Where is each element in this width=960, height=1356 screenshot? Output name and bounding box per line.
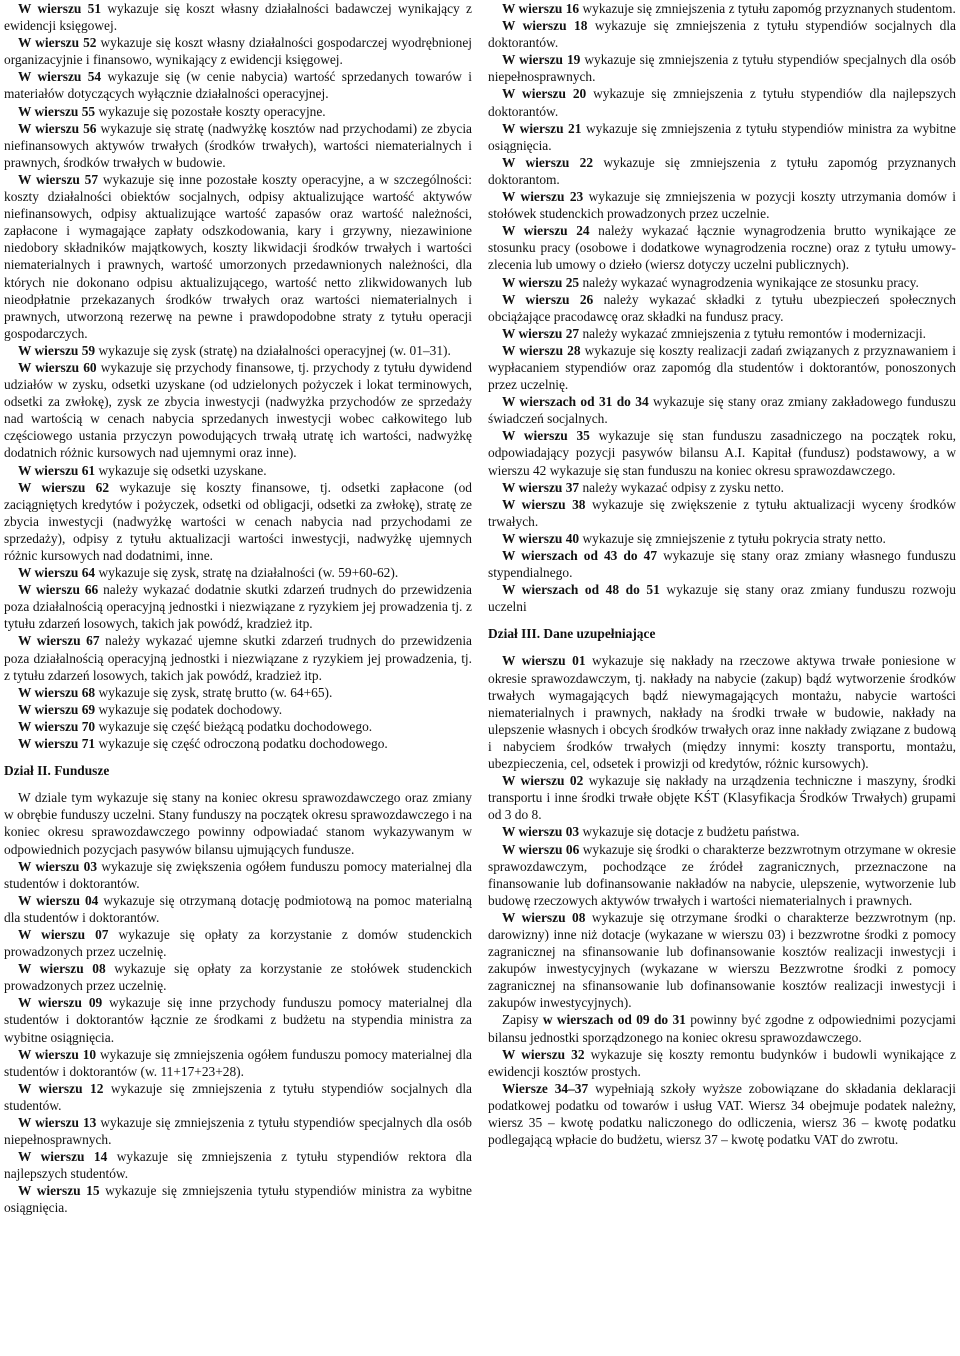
row-reference: W wierszu 19: [502, 52, 581, 68]
paragraph-text: wykazuje się zmniejszenia ogółem funduszu pomocy materialnej dla studentów i doktorantów (w. 11+17+23+28).: [4, 1046, 472, 1079]
row-reference: Wiersze 34–37: [502, 1080, 589, 1096]
row-reference: W wierszu 70: [18, 718, 96, 734]
paragraph-text: należy wykazać zmniejszenia z tytułu remontów i modernizacji.: [579, 325, 927, 341]
row-reference: W wierszu 55: [18, 103, 96, 119]
paragraph-text: wypełniają szkoły wyższe zobowiązane do składania deklaracji podatkowej podatku od towarów i usług VAT. Wiersz 34 obejmuje podatek należny, wiersz 35 – kwotę podatku naliczonego do odliczenia, wiersz 36 – kwotę podatku podlegającą wpłacie do budżetu, wiersz 37 – kwotę podatku VAT do zwrotu.: [488, 1080, 956, 1148]
paragraph-text: wykazuje się zmniejszenia z tytułu stypendiów dla najlepszych doktorantów.: [488, 86, 956, 119]
row-reference: W wierszu 08: [502, 909, 586, 925]
paragraph: [488, 85, 956, 119]
row-reference: W wierszu 20: [502, 86, 587, 102]
row-reference: W wierszu 61: [18, 462, 96, 478]
paragraph: [4, 479, 472, 564]
row-reference: W wierszu 68: [18, 684, 96, 700]
paragraph-text: wykazuje się koszty finansowe, tj. odsetki zapłacone (od zaciągniętych kredytów i pożyczek, odsetki od obligacji, odsetki za zwłokę), stratę ze zbycia inwestycji (nadwyżkę wartości w cenach nabycia nad przychodami ze sprzedaży), odpisy z tytułu aktualizacji wartości inwestycji, nadwyżkę ujemnych różnic kursowych nad dodatnimi, inne.: [4, 479, 472, 563]
paragraph: [488, 120, 956, 154]
paragraph-text: wykazuje się koszt własny działalności gospodarczej wyodrębnionej organizacyjnie i finansowo, wynikający z ewidencji księgowej.: [4, 35, 472, 68]
paragraph: [4, 718, 472, 735]
row-reference: W wierszu 06: [502, 841, 580, 857]
paragraph: [488, 1046, 956, 1080]
row-reference: w wierszach od 09 do 31: [542, 1012, 686, 1028]
paragraph: [4, 684, 472, 701]
row-reference: W wierszu 56: [18, 120, 97, 136]
paragraph: [488, 393, 956, 427]
paragraph: [488, 291, 956, 325]
left-column: [4, 0, 472, 1356]
paragraph: [488, 51, 956, 85]
paragraph: [488, 222, 956, 273]
paragraph: [488, 0, 956, 17]
paragraph: [4, 1182, 472, 1216]
row-reference: W wierszu 71: [18, 736, 96, 752]
paragraph-text: wykazuje się zwiększenia ogółem funduszu pomocy materialnej dla studentów i doktorantów.: [4, 858, 472, 891]
paragraph-text: wykazuje się stany oraz zmiany zakładowego funduszu świadczeń socjalnych.: [488, 394, 956, 427]
row-reference: W wierszu 18: [502, 18, 588, 34]
paragraph-text: wykazuje się zmniejszenia z tytułu stypendiów specjalnych dla osób niepełnosprawnych.: [4, 1115, 472, 1148]
paragraph-text: wykazuje się zmniejszenia z tytułu stypendiów specjalnych dla osób niepełnosprawnych.: [488, 52, 956, 85]
paragraph: [488, 823, 956, 840]
paragraph: [4, 1114, 472, 1148]
row-reference: W wierszach od 43 do 47: [502, 548, 658, 563]
row-reference: W wierszu 26: [502, 291, 594, 307]
row-reference: W wierszu 07: [18, 926, 109, 942]
paragraph: [488, 17, 956, 51]
paragraph-text: wykazuje się inne pozostałe koszty operacyjne, a w szczególności: koszty działalności obiektów socjalnych, odpisy aktualizujące wartość aktywów niefinansowych, odpisy aktualizujące wartość zapasów oraz wartość należności, zapłacone i wymagające zapłaty odszkodowania, kary i grzywny, niezawinione niedobory składników majątkowych, koszty likwidacji środków trwałych i wartości niematerialnych i prawnych, wartość umorzonych przedawnionych należności, dla których nie dokonano odpisu aktualizującego, wartość netto zlikwidowanych lub nieodpłatnie przekazanych środków trwałych oraz wartości niematerialnych i prawnych, utworzoną rezerwę na pewne i prawdopodobne straty z tytułu operacji gospodarczych.: [4, 171, 472, 341]
paragraph-text: wykazuje się zmniejszenia tytułu stypendiów ministra za wybitne osiągnięcia.: [4, 1183, 472, 1216]
row-reference: W wierszu 57: [18, 171, 99, 187]
row-reference: W wierszach od 48 do 51: [502, 582, 660, 598]
row-reference: W wierszu 23: [502, 189, 584, 205]
paragraph: [488, 581, 956, 615]
paragraph-text: wykazuje się (w cenie nabycia) wartość sprzedanych towarów i materiałów dotyczących wyłącznie działalności operacyjnej.: [4, 69, 472, 102]
row-reference: W wierszu 54: [18, 69, 102, 85]
paragraph-text: wykazuje się nakłady na rzeczowe aktywa trwałe poniesione w okresie sprawozdawczym, tj. nakłady na nabycie (zakup) bądź wytworzenie środków trwałych wymagających bądź niewymagających montażu, nabycie wartości niematerialnych i prawnych, nakłady na środki trwałe w budowie, nakłady na ulepszenie własnych i obcych środków trwałych oraz inne nakłady związane z budową i nabyciem środków trwałych (między innymi: koszty transportu, montażu, ubezpieczenia, cel, odsetek i prowizji od kredytów, różnic kursowych).: [488, 653, 956, 772]
row-reference: W wierszu 38: [502, 496, 586, 512]
paragraph: [488, 342, 956, 393]
paragraph: [4, 564, 472, 581]
row-reference: W wierszu 64: [18, 565, 96, 581]
paragraph: [488, 1011, 956, 1045]
paragraph-text: wykazuje się część bieżącą podatku dochodowego.: [95, 718, 373, 734]
paragraph-text: wykazuje się otrzymane środki o charakterze bezzwrotnym (np. darowizny) inne niż dotacje (wykazane w wierszu 03) i bezzwrotne środki z pomocy zagranicznej na sfinansowanie lub dofinansowanie kosztów realizacji inwestycji i zakupów inwestycyjnych (wykazane w wierszu Bezzwrotne środki z pomocy zagranicznej na sfinansowanie lub dofinansowanie kosztów realizacji inwestycji i zakupów inwestycyjnych).: [488, 909, 956, 1011]
row-reference: W wierszu 32: [502, 1046, 585, 1062]
row-reference: W wierszu 66: [18, 582, 99, 598]
paragraph: [488, 427, 956, 478]
row-reference: W wierszu 09: [18, 995, 103, 1011]
paragraph: [4, 701, 472, 718]
paragraph-text: wykazuje się stratę (nadwyżkę kosztów nad przychodami) ze zbycia niefinansowych aktywów trwałych (środków trwałych), wartości niematerialnych i prawnych, środków trwałych w budowie.: [4, 120, 472, 170]
row-reference: W wierszu 37: [502, 479, 580, 495]
paragraph-text: wykazuje się inne przychody funduszu pomocy materialnej dla studentów i doktorantów łącznie ze środkami z budżetu na stypendia ministra za wybitne osiągnięcia.: [4, 995, 472, 1045]
row-reference: W wierszu 22: [502, 154, 594, 170]
paragraph: [488, 772, 956, 823]
paragraph-text: wykazuje się zmniejszenia z tytułu zapomóg przyznanych studentom.: [579, 1, 956, 16]
row-reference: W wierszu 21: [502, 120, 582, 136]
paragraph: [4, 0, 472, 34]
paragraph: [4, 735, 472, 752]
paragraph-text: wykazuje się podatek dochodowy.: [95, 701, 283, 717]
row-reference: W wierszu 12: [18, 1080, 104, 1096]
paragraph-text: wykazuje się środki o charakterze bezzwrotnym otrzymane w okresie sprawozdawczym, pochodzące ze źródeł zagranicznych, przeznaczone na finansowanie lub dofinansowanie nakładów na nabycie, ulepszenie, wytworzenie lub budowę rzeczowych aktywów trwałych i wartości niematerialnych i prawnych.: [488, 841, 956, 908]
row-reference: W wierszu 15: [18, 1183, 100, 1199]
paragraph-text: W dziale tym wykazuje się stany na koniec okresu sprawozdawczego oraz zmiany w obrębie funduszy uczelni. Stany funduszy na początek okresu sprawozdawczego i na koniec okresu sprawozdawczego powinny odpowiadać stanom wykazywanym w odpowiednich pozycjach pasywów bilansu ujmujących fundusze.: [4, 790, 472, 857]
paragraph-text: wykazuje się zmniejszenie z tytułu pokrycia straty netto.: [579, 530, 886, 546]
paragraph: [488, 841, 956, 909]
row-reference: W wierszu 60: [18, 359, 97, 375]
paragraph-text: wykazuje się nakłady na urządzenia techniczne i maszyny, środki transportu i inne środki trwałe objęte KŚT (Klasyfikacja Środków Trwałych) grupami od 3 do 8.: [488, 773, 956, 823]
row-reference: W wierszu 24: [502, 223, 590, 239]
paragraph-text: wykazuje się odsetki uzyskane.: [95, 462, 267, 478]
paragraph: [488, 530, 956, 547]
paragraph: [488, 1080, 956, 1148]
paragraph-text: wykazuje się przychody finansowe, tj. przychody z tytułu dywidend udziałów w zysku, odsetki uzyskane (od udzielonych pożyczek i lokat terminowych, odsetki za zwłokę), zysk ze zbycia inwestycji (nadwyżka przychodów ze sprzedaży nad wartością w cenach nabycia sprzedanych inwestycji wobec całkowitego lub częściowego ustania przyczyn powodujących trwałą utratę ich wartości, nadwyżkę dodatnich różnic kursowych nad ujemnymi oraz inne).: [4, 359, 472, 461]
paragraph: [4, 892, 472, 926]
paragraph-text: wykazuje się zmniejszenia z tytułu stypendiów ministra za wybitne osiągnięcia.: [488, 120, 956, 153]
paragraph-text: wykazuje się koszty realizacji zadań związanych z przyznawaniem i wypłacaniem stypendiów oraz zapomóg dla studentów i doktorantów, ponoszonych przez uczelnię.: [488, 342, 956, 393]
paragraph-text: należy wykazać składki z tytułu ubezpieczeń społecznych obciążające pracodawcę oraz składki na fundusz pracy.: [488, 291, 956, 324]
row-reference: W wierszu 14: [18, 1149, 108, 1165]
paragraph: [488, 479, 956, 496]
row-reference: W wierszu 67: [18, 633, 100, 649]
paragraph-text: wykazuje się stany oraz zmiany własnego funduszu stypendialnego.: [488, 548, 956, 581]
row-reference: W wierszu 28: [502, 342, 581, 358]
row-reference: W wierszu 51: [18, 1, 102, 16]
row-reference: W wierszu 25: [502, 274, 580, 290]
row-reference: W wierszu 10: [18, 1046, 97, 1062]
paragraph: [488, 496, 956, 530]
paragraph-text: powinny być zgodne z odpowiednimi pozycjami bilansu jednostki sporządzonego na koniec okresu sprawozdawczego.: [488, 1012, 956, 1045]
paragraph-text: wykazuje się koszt własny działalności badawczej wynikający z ewidencji księgowej.: [4, 1, 472, 34]
row-reference: W wierszu 40: [502, 530, 580, 546]
row-reference: W wierszu 59: [18, 342, 96, 358]
paragraph-text: wykazuje się zmniejszenia z tytułu zapomóg przyznanych doktorantom.: [488, 154, 956, 187]
row-reference: W wierszu 69: [18, 701, 96, 717]
paragraph-text: należy wykazać odpisy z zysku netto.: [579, 479, 785, 495]
paragraph: [488, 325, 956, 342]
row-reference: W wierszu 03: [502, 824, 580, 840]
paragraph: [488, 188, 956, 222]
paragraph-text: wykazuje się pozostałe koszty operacyjne.: [95, 103, 326, 119]
paragraph: [4, 34, 472, 68]
section-heading-dane-uzupelniajace: Dział III. Dane uzupełniające: [488, 626, 656, 642]
paragraph-text: wykazuje się zmniejszenia z tytułu stypendiów socjalnych dla studentów.: [4, 1080, 472, 1113]
paragraph: [488, 652, 956, 772]
paragraph-text: wykazuje się zysk, stratę brutto (w. 64+65).: [95, 684, 333, 700]
paragraph: [4, 960, 472, 994]
paragraph-text: wykazuje się stany oraz zmiany funduszu rozwoju uczelni: [488, 582, 956, 615]
paragraph: [4, 342, 472, 359]
row-reference: W wierszu 02: [502, 773, 584, 789]
row-reference: W wierszu 13: [18, 1115, 97, 1130]
paragraph-text: należy wykazać wynagrodzenia wynikające ze stosunku pracy.: [579, 274, 919, 290]
row-reference: W wierszach od 31 do 34: [502, 394, 649, 410]
paragraph: [488, 909, 956, 1012]
paragraph: [4, 1046, 472, 1080]
paragraph: [4, 994, 472, 1045]
paragraph-text: wykazuje się stan funduszu zasadniczego na początek roku, odpowiadający pozycji pasywów bilansu A.I. Kapitał (fundusz) podstawowy, a w wierszu 42 wykazuje się stan funduszu na koniec okresu sprawozdawczego.: [488, 428, 956, 478]
paragraph-text: Zapisy: [502, 1012, 543, 1028]
row-reference: W wierszu 08: [18, 961, 106, 977]
paragraph: [4, 359, 472, 462]
paragraph-text: wykazuje się zmniejszenia z tytułu stypendiów socjalnych dla doktorantów.: [488, 18, 956, 51]
paragraph-text: wykazuje się zwiększenie z tytułu aktualizacji wyceny środków trwałych.: [488, 496, 956, 529]
right-column: [488, 0, 956, 1356]
paragraph-text: wykazuje się zysk, stratę na działalności (w. 59+60-62).: [95, 565, 399, 581]
row-reference: W wierszu 62: [18, 479, 110, 495]
paragraph-text: wykazuje się zmniejszenia z tytułu stypendiów rektora dla najlepszych studentów.: [4, 1149, 472, 1182]
paragraph: [4, 581, 472, 632]
paragraph: [488, 274, 956, 291]
row-reference: W wierszu 52: [18, 35, 97, 51]
row-reference: W wierszu 04: [18, 892, 99, 908]
paragraph-text: należy wykazać ujemne skutki zdarzeń trudnych do przewidzenia poza działalnością operacyjną jednostki i niezwiązane z ryzykiem jej prowadzenia, tj. z tytułu zdarzeń losowych, takich jak powódź, kradzież itp.: [4, 633, 472, 683]
paragraph: [4, 1148, 472, 1182]
paragraph-text: wykazuje się koszty remontu budynków i budowli wynikające z ewidencji kosztów prostych.: [488, 1046, 956, 1079]
row-reference: W wierszu 27: [502, 325, 580, 341]
paragraph-text: należy wykazać łącznie wynagrodzenia brutto wynikające ze stosunku pracy (osobowe i dodatkowe wynagrodzenia roczne) oraz z tytułu umowy-zlecenia lub umowy o dzieło (wiersz dotyczy uczelni publicznych).: [488, 223, 956, 273]
paragraph: [4, 789, 472, 857]
paragraph: [4, 632, 472, 683]
paragraph: [4, 103, 472, 120]
paragraph: [4, 926, 472, 960]
paragraph-text: wykazuje się opłaty za korzystanie ze stołówek studenckich prowadzonych przez uczelnię.: [4, 961, 472, 994]
row-reference: W wierszu 01: [502, 653, 586, 669]
paragraph: [4, 858, 472, 892]
paragraph-text: wykazuje się otrzymaną dotację podmiotową na pomoc materialną dla studentów i doktorantów.: [4, 892, 472, 925]
paragraph: [488, 154, 956, 188]
paragraph: [4, 68, 472, 102]
paragraph-text: wykazuje się zysk (stratę) na działalności operacyjnej (w. 01–31).: [95, 342, 451, 358]
row-reference: W wierszu 16: [502, 1, 580, 16]
row-reference: W wierszu 03: [18, 858, 98, 874]
paragraph: [4, 120, 472, 171]
paragraph: [4, 1080, 472, 1114]
paragraph-text: wykazuje się zmniejszenia w pozycji koszty utrzymania domów i stołówek studenckich prowadzonych przez uczelnie.: [488, 189, 956, 222]
row-reference: W wierszu 35: [502, 428, 590, 444]
paragraph: [4, 171, 472, 342]
paragraph: [4, 462, 472, 479]
paragraph-text: wykazuje się dotacje z budżetu państwa.: [579, 824, 800, 840]
paragraph-text: wykazuje się opłaty za korzystanie z domów studenckich prowadzonych przez uczelnię.: [4, 926, 472, 960]
paragraph-text: wykazuje się część odroczoną podatku dochodowego.: [95, 736, 388, 752]
section-heading-fundusze: Dział II. Fundusze: [4, 763, 110, 779]
paragraph-text: należy wykazać dodatnie skutki zdarzeń trudnych do przewidzenia poza działalnością operacyjną jednostki i niezwiązane z ryzykiem jej prowadzenia tj. z tytułu zdarzeń losowych, takich jak powódź, kradzież itp.: [4, 582, 472, 632]
paragraph: [488, 547, 956, 581]
